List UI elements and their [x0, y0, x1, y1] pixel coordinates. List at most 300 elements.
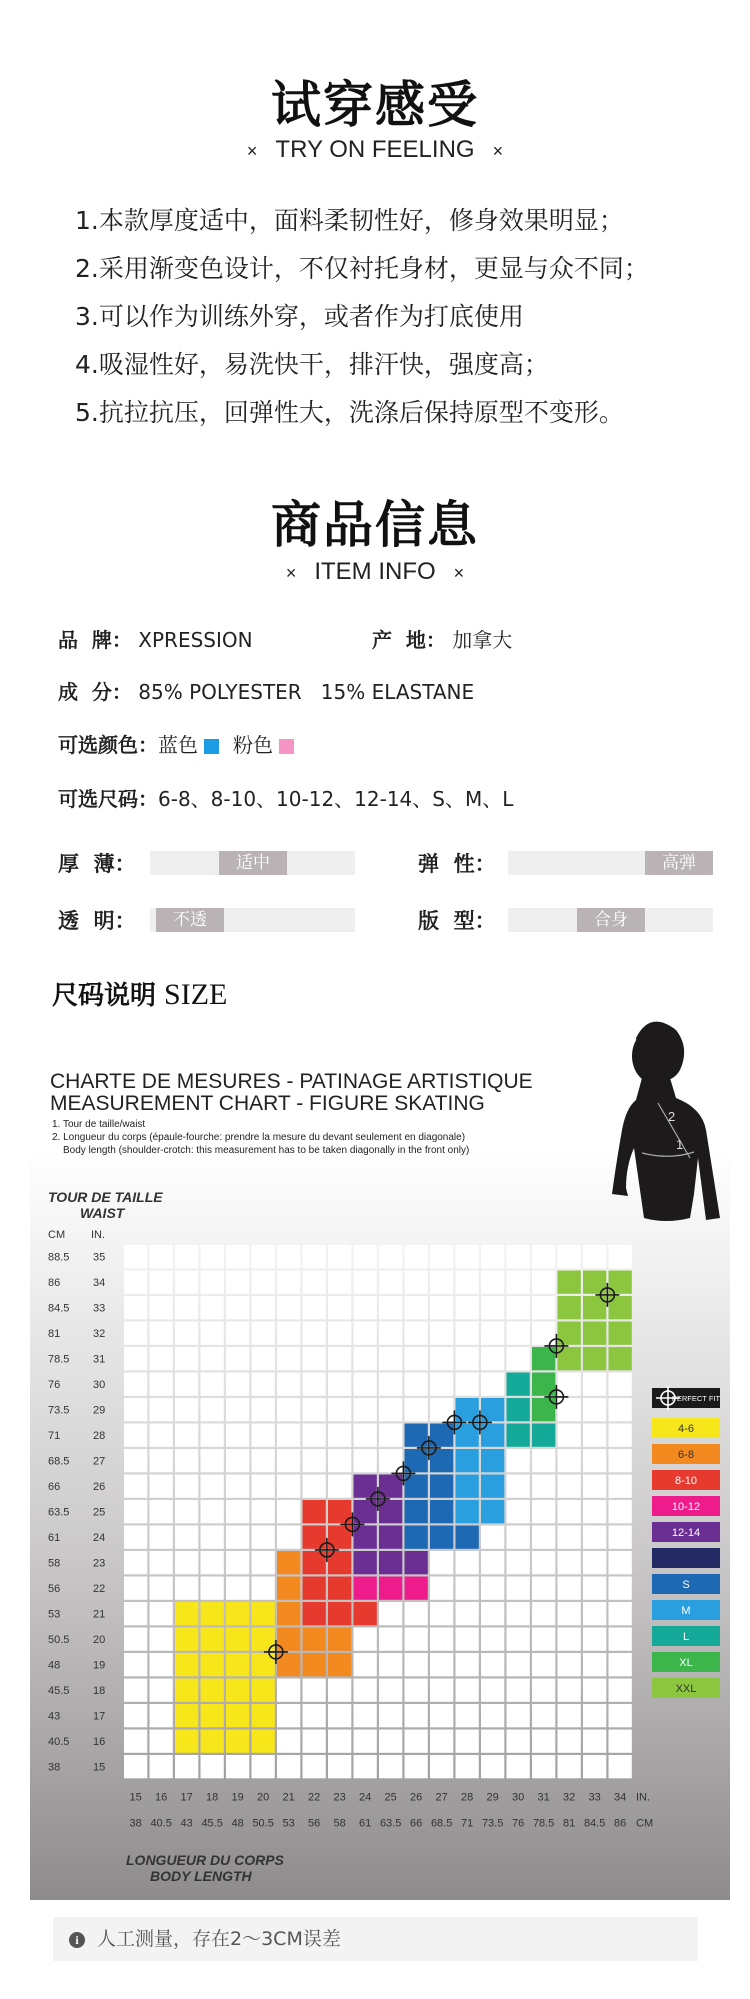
y-tick-label-in: 20 — [93, 1634, 106, 1647]
grid-cell — [609, 1679, 632, 1702]
x-tick-label-in: 18 — [206, 1791, 219, 1804]
grid-cell — [201, 1628, 224, 1651]
grid-cell — [481, 1271, 504, 1294]
y-axis-sublabel: WAIST — [80, 1205, 125, 1221]
grid-cell — [583, 1245, 606, 1268]
y-tick-label-in: 15 — [93, 1761, 106, 1774]
grid-cell — [124, 1245, 147, 1268]
grid-cell — [226, 1347, 249, 1370]
measure-label-1: 1 — [676, 1137, 684, 1152]
y-tick-label-in: 19 — [93, 1659, 106, 1672]
x-tick-label-in: 29 — [486, 1791, 499, 1804]
grid-cell — [583, 1577, 606, 1600]
x-tick-label-cm: 45.5 — [201, 1817, 223, 1830]
grid-cell — [456, 1271, 479, 1294]
x-tick-label-cm: 50.5 — [252, 1817, 274, 1830]
legend-label: 8-10 — [674, 1475, 698, 1487]
grid-cell — [175, 1322, 198, 1345]
grid-cell — [175, 1551, 198, 1574]
grid-cell — [328, 1679, 351, 1702]
y-tick-label-cm: 45.5 — [48, 1685, 70, 1698]
grid-cell — [430, 1730, 453, 1753]
grid-cell — [201, 1347, 224, 1370]
grid-cell — [430, 1526, 453, 1549]
grid-cell — [609, 1449, 632, 1472]
grid-cell — [201, 1704, 224, 1727]
x-axis-sublabel: BODY LENGTH — [150, 1868, 252, 1884]
grid-cell — [201, 1551, 224, 1574]
grid-cell — [379, 1398, 402, 1421]
thickness-marker: 适中 — [219, 851, 287, 875]
grid-cell — [609, 1475, 632, 1498]
grid-cell — [124, 1373, 147, 1396]
grid-cell — [277, 1755, 300, 1778]
grid-cell — [456, 1551, 479, 1574]
grid-cell — [558, 1500, 581, 1523]
grid-cell — [124, 1322, 147, 1345]
chart-note-3: Body length (shoulder-crotch: this measurement has to be taken diagonally in the front only) — [63, 1145, 470, 1156]
grid-cell — [328, 1322, 351, 1345]
x-tick-label-cm: 58 — [333, 1817, 346, 1830]
legend-label: 12-14 — [671, 1527, 701, 1539]
grid-cell — [303, 1424, 326, 1447]
grid-cell — [481, 1500, 504, 1523]
y-tick-label-cm: 56 — [48, 1583, 61, 1596]
grid-cell — [150, 1347, 173, 1370]
grid-cell — [252, 1424, 275, 1447]
grid-cell — [201, 1271, 224, 1294]
y-tick-label-cm: 50.5 — [48, 1634, 70, 1647]
grid-cell — [532, 1704, 555, 1727]
brand-label: 品 牌： — [58, 628, 132, 652]
grid-cell — [583, 1398, 606, 1421]
grid-cell — [532, 1628, 555, 1651]
grid-cell — [277, 1424, 300, 1447]
transparency-bar — [150, 908, 355, 932]
fit-label: 版 型： — [418, 909, 496, 933]
grid-cell — [150, 1373, 173, 1396]
x-tick-label-cm: 86 — [614, 1817, 627, 1830]
grid-cell — [481, 1526, 504, 1549]
grid-cell — [175, 1347, 198, 1370]
grid-cell — [430, 1679, 453, 1702]
grid-cell — [277, 1500, 300, 1523]
x-tick-label-cm: 48 — [231, 1817, 244, 1830]
grid-cell — [328, 1628, 351, 1651]
grid-cell — [583, 1424, 606, 1447]
x-tick-label-in: 26 — [410, 1791, 423, 1804]
grid-cell — [303, 1449, 326, 1472]
grid-cell — [430, 1373, 453, 1396]
grid-cell — [303, 1653, 326, 1676]
grid-cell — [252, 1526, 275, 1549]
grid-cell — [456, 1347, 479, 1370]
grid-cell — [303, 1704, 326, 1727]
y-tick-label-cm: 40.5 — [48, 1736, 70, 1749]
grid-cell — [532, 1271, 555, 1294]
grid-cell — [379, 1424, 402, 1447]
grid-cell — [252, 1373, 275, 1396]
grid-cell — [354, 1602, 377, 1625]
grid-cell — [379, 1628, 402, 1651]
grid-cell — [583, 1449, 606, 1472]
grid-cell — [354, 1551, 377, 1574]
grid-cell — [150, 1526, 173, 1549]
grid-cell — [252, 1704, 275, 1727]
grid-cell — [226, 1653, 249, 1676]
grid-cell — [456, 1755, 479, 1778]
grid-cell — [303, 1271, 326, 1294]
grid-cell — [328, 1347, 351, 1370]
grid-cell — [150, 1551, 173, 1574]
grid-cell — [405, 1551, 428, 1574]
grid-cell — [303, 1475, 326, 1498]
grid-cell — [609, 1373, 632, 1396]
grid-cell — [201, 1296, 224, 1319]
grid-cell — [303, 1755, 326, 1778]
y-tick-label-in: 25 — [93, 1506, 106, 1519]
grid-cell — [583, 1704, 606, 1727]
sizes-value: 6-8、8-10、10-12、12-14、S、M、L — [158, 787, 514, 811]
grid-cell — [507, 1424, 530, 1447]
grid-cell — [456, 1500, 479, 1523]
grid-cell — [405, 1704, 428, 1727]
grid-cell — [201, 1424, 224, 1447]
grid-cell — [150, 1500, 173, 1523]
grid-cell — [481, 1322, 504, 1345]
elastic-label: 弹 性： — [418, 852, 496, 876]
grid-cell — [226, 1551, 249, 1574]
x-unit-in: IN. — [636, 1791, 651, 1804]
grid-cell — [277, 1398, 300, 1421]
chart-note-2: 2. Longueur du corps (épaule-fourche: prendre la mesure du devant seulement en diagonale) — [52, 1132, 466, 1143]
grid-cell — [175, 1526, 198, 1549]
chart-note-1: 1. Tour de taille/waist — [52, 1119, 146, 1130]
grid-cell — [481, 1347, 504, 1370]
try-on-item: 5.抗拉抗压，回弹性大，洗涤后保持原型不变形。 — [75, 398, 624, 427]
grid-cell — [456, 1245, 479, 1268]
measurement-chart — [30, 1018, 730, 1900]
grid-cell — [405, 1398, 428, 1421]
x-tick-label-cm: 71 — [461, 1817, 474, 1830]
grid-cell — [481, 1679, 504, 1702]
grid-cell — [277, 1245, 300, 1268]
x-tick-label-in: 24 — [359, 1791, 372, 1804]
color-blue-swatch — [204, 739, 219, 754]
x-tick-label-in: 17 — [180, 1791, 193, 1804]
grid-cell — [507, 1500, 530, 1523]
grid-cell — [481, 1373, 504, 1396]
item-info-title: 商品信息 — [271, 496, 479, 554]
grid-cell — [124, 1653, 147, 1676]
grid-cell — [124, 1475, 147, 1498]
grid-cell — [226, 1322, 249, 1345]
legend-swatch — [652, 1548, 720, 1568]
y-tick-label-in: 17 — [93, 1710, 106, 1723]
grid-cell — [379, 1347, 402, 1370]
grid-cell — [379, 1296, 402, 1319]
grid-cell — [124, 1398, 147, 1421]
grid-cell — [124, 1704, 147, 1727]
x-tick-label-cm: 66 — [410, 1817, 423, 1830]
grid-cell — [456, 1449, 479, 1472]
grid-cell — [558, 1679, 581, 1702]
grid-cell — [303, 1679, 326, 1702]
cross-mark: × — [285, 563, 297, 583]
cross-mark: × — [246, 141, 258, 161]
grid-cell — [583, 1602, 606, 1625]
colors-row — [58, 729, 308, 758]
grid-cell — [175, 1730, 198, 1753]
grid-cell — [201, 1322, 224, 1345]
grid-cell — [379, 1730, 402, 1753]
grid-cell — [609, 1526, 632, 1549]
y-tick-label-in: 26 — [93, 1481, 106, 1494]
grid-cell — [456, 1373, 479, 1396]
grid-cell — [507, 1373, 530, 1396]
grid-cell — [226, 1245, 249, 1268]
grid-cell — [303, 1602, 326, 1625]
grid-cell — [150, 1449, 173, 1472]
grid-cell — [430, 1602, 453, 1625]
y-tick-label-in: 29 — [93, 1404, 106, 1417]
grid-cell — [277, 1679, 300, 1702]
grid-cell — [150, 1271, 173, 1294]
grid-cell — [507, 1628, 530, 1651]
grid-cell — [226, 1424, 249, 1447]
grid-cell — [252, 1755, 275, 1778]
grid-cell — [124, 1526, 147, 1549]
grid-cell — [201, 1526, 224, 1549]
grid-cell — [405, 1755, 428, 1778]
grid-cell — [201, 1730, 224, 1753]
grid-cell — [532, 1245, 555, 1268]
grid-cell — [507, 1679, 530, 1702]
x-tick-label-cm: 81 — [563, 1817, 576, 1830]
grid-cell — [430, 1347, 453, 1370]
grid-cell — [252, 1398, 275, 1421]
grid-cell — [124, 1602, 147, 1625]
grid-cell — [252, 1679, 275, 1702]
grid-cell — [252, 1475, 275, 1498]
item-info-subtitle-text: ITEM INFO — [314, 558, 436, 585]
grid-cell — [124, 1500, 147, 1523]
grid-cell — [481, 1577, 504, 1600]
grid-cell — [226, 1577, 249, 1600]
grid-cell — [150, 1653, 173, 1676]
cross-mark: × — [453, 563, 465, 583]
grid-cell — [354, 1347, 377, 1370]
grid-cell — [354, 1296, 377, 1319]
grid-cell — [277, 1347, 300, 1370]
size-title-en: SIZE — [164, 978, 228, 1011]
grid-cell — [430, 1551, 453, 1574]
grid-cell — [609, 1730, 632, 1753]
grid-cell — [201, 1449, 224, 1472]
brand-value: XPRESSION — [138, 628, 253, 652]
x-tick-label-cm: 56 — [308, 1817, 321, 1830]
grid-cell — [558, 1704, 581, 1727]
grid-cell — [175, 1296, 198, 1319]
grid-cell — [609, 1398, 632, 1421]
grid-cell — [481, 1245, 504, 1268]
grid-cell — [226, 1398, 249, 1421]
grid-cell — [583, 1526, 606, 1549]
color-blue-label: 蓝色 — [158, 733, 198, 757]
grid-cell — [405, 1679, 428, 1702]
x-tick-label-cm: 61 — [359, 1817, 372, 1830]
color-pink-label: 粉色 — [233, 733, 273, 757]
grid-cell — [150, 1322, 173, 1345]
x-tick-label-in: 33 — [588, 1791, 601, 1804]
grid-cell — [507, 1730, 530, 1753]
grid-cell — [150, 1602, 173, 1625]
y-tick-label-in: 31 — [93, 1353, 106, 1366]
y-tick-label-cm: 68.5 — [48, 1455, 70, 1468]
y-tick-label-in: 27 — [93, 1455, 106, 1468]
grid-cell — [150, 1577, 173, 1600]
grid-cell — [379, 1755, 402, 1778]
grid-cell — [405, 1271, 428, 1294]
grid-cell — [430, 1271, 453, 1294]
grid-cell — [532, 1653, 555, 1676]
cross-mark: × — [492, 141, 504, 161]
grid-cell — [303, 1628, 326, 1651]
grid-cell — [226, 1704, 249, 1727]
x-tick-label-in: 23 — [333, 1791, 346, 1804]
grid-cell — [354, 1730, 377, 1753]
grid-cell — [456, 1730, 479, 1753]
grid-cell — [328, 1704, 351, 1727]
grid-cell — [201, 1602, 224, 1625]
grid-cell — [328, 1602, 351, 1625]
x-tick-label-cm: 40.5 — [150, 1817, 172, 1830]
y-tick-label-cm: 53 — [48, 1608, 61, 1621]
legend-label: S — [682, 1579, 690, 1591]
x-tick-label-cm: 84.5 — [583, 1817, 606, 1830]
grid-cell — [277, 1296, 300, 1319]
grid-cell — [532, 1424, 555, 1447]
grid-cell — [277, 1551, 300, 1574]
origin-label: 产 地： — [372, 628, 446, 652]
grid-cell — [328, 1475, 351, 1498]
grid-cell — [303, 1500, 326, 1523]
grid-cell — [201, 1500, 224, 1523]
grid-cell — [507, 1322, 530, 1345]
grid-cell — [252, 1551, 275, 1574]
x-tick-label-cm: 38 — [129, 1817, 142, 1830]
grid-cell — [226, 1500, 249, 1523]
grid-cell — [328, 1245, 351, 1268]
grid-cell — [226, 1679, 249, 1702]
grid-cell — [430, 1475, 453, 1498]
grid-cell — [124, 1271, 147, 1294]
grid-cell — [226, 1296, 249, 1319]
grid-cell — [558, 1628, 581, 1651]
grid-cell — [252, 1347, 275, 1370]
grid-cell — [583, 1653, 606, 1676]
x-tick-label-in: 20 — [257, 1791, 270, 1804]
grid-cell — [456, 1322, 479, 1345]
grid-cell — [481, 1551, 504, 1574]
grid-cell — [609, 1551, 632, 1574]
grid-cell — [583, 1755, 606, 1778]
grid-cell — [252, 1296, 275, 1319]
grid-cell — [277, 1373, 300, 1396]
y-tick-label-cm: 78.5 — [48, 1353, 70, 1366]
grid-cell — [252, 1449, 275, 1472]
grid-cell — [226, 1373, 249, 1396]
grid-cell — [558, 1755, 581, 1778]
grid-cell — [532, 1577, 555, 1600]
transparency-marker: 不透 — [156, 908, 224, 932]
y-tick-label-cm: 73.5 — [48, 1404, 70, 1417]
legend-label: L — [682, 1631, 690, 1643]
y-tick-label-cm: 61 — [48, 1532, 61, 1545]
grid-cell — [558, 1475, 581, 1498]
grid-cell — [609, 1602, 632, 1625]
x-tick-label-cm: 78.5 — [532, 1817, 555, 1830]
grid-cell — [532, 1526, 555, 1549]
grid-cell — [456, 1653, 479, 1676]
y-tick-label-in: 33 — [93, 1302, 106, 1315]
grid-cell — [558, 1653, 581, 1676]
grid-cell — [379, 1679, 402, 1702]
grid-cell — [456, 1296, 479, 1319]
grid-cell — [328, 1373, 351, 1396]
grid-cell — [609, 1577, 632, 1600]
grid-cell — [609, 1347, 632, 1370]
legend-label: 4-6 — [678, 1423, 694, 1435]
grid-cell — [558, 1271, 581, 1294]
y-tick-label-cm: 38 — [48, 1761, 61, 1774]
grid-cell — [303, 1373, 326, 1396]
grid-cell — [405, 1628, 428, 1651]
y-tick-label-cm: 48 — [48, 1659, 61, 1672]
try-on-title: 试穿感受 — [271, 76, 479, 134]
grid-cell — [507, 1526, 530, 1549]
grid-cell — [532, 1500, 555, 1523]
y-tick-label-in: 18 — [93, 1685, 106, 1698]
grid-cell — [226, 1755, 249, 1778]
grid-cell — [532, 1755, 555, 1778]
y-tick-label-cm: 63.5 — [48, 1506, 70, 1519]
elastic-bar — [508, 851, 713, 875]
grid-cell — [150, 1704, 173, 1727]
grid-cell — [507, 1398, 530, 1421]
x-tick-label-cm: 73.5 — [481, 1817, 504, 1830]
thickness-bar — [150, 851, 355, 875]
grid-cell — [150, 1679, 173, 1702]
grid-cell — [303, 1347, 326, 1370]
thickness-label: 厚 薄： — [58, 852, 136, 876]
grid-cell — [354, 1322, 377, 1345]
grid-cell — [507, 1602, 530, 1625]
grid-cell — [277, 1449, 300, 1472]
grid-cell — [405, 1322, 428, 1345]
grid-cell — [456, 1628, 479, 1651]
grid-cell — [226, 1271, 249, 1294]
grid-cell — [175, 1628, 198, 1651]
grid-cell — [456, 1577, 479, 1600]
x-tick-label-in: 15 — [129, 1791, 142, 1804]
grid-cell — [481, 1602, 504, 1625]
grid-cell — [303, 1398, 326, 1421]
grid-cell — [558, 1577, 581, 1600]
grid-cell — [379, 1271, 402, 1294]
legend-label: XXL — [675, 1683, 697, 1695]
grid-cell — [507, 1245, 530, 1268]
